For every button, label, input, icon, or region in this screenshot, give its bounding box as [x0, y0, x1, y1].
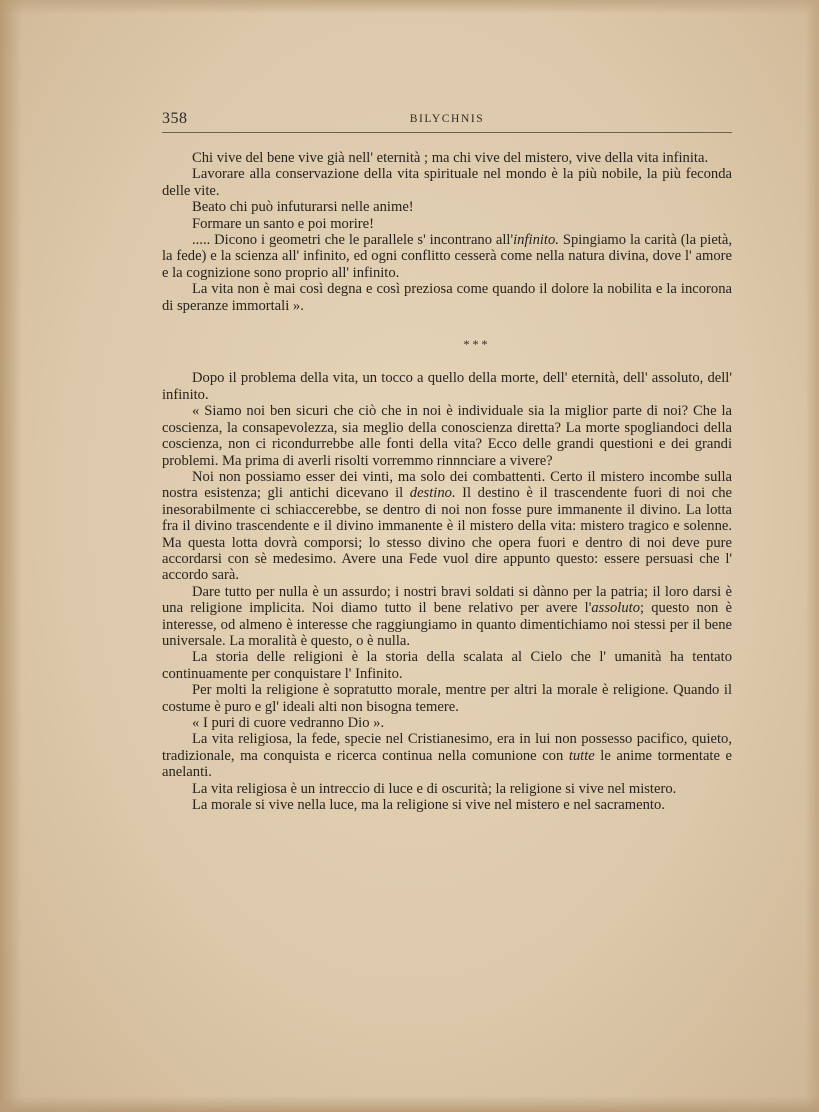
italic-word: destino.	[409, 485, 456, 502]
paragraph: La storia delle religioni è la storia della scalata al Cielo che l' umanità ha tentato continuamente per conquistare l' Infinito.	[162, 649, 732, 682]
section-separator: ***	[463, 337, 491, 352]
page-edge-left	[0, 0, 22, 1112]
page-edge-bottom	[0, 1096, 819, 1112]
paragraph: Per molti la religione è sopratutto morale, mentre per altri la morale è religione. Quando il costume è puro e gl' ideali alti non bisogna temere.	[162, 682, 732, 715]
paragraph: Beato chi può infuturarsi nelle anime!	[192, 199, 414, 216]
paragraph: Formare un santo e poi morire!	[192, 215, 374, 232]
paragraph: Chi vive del bene vive già nell' eternità ; ma chi vive del mistero, vive della vita infinita.	[192, 150, 709, 166]
italic-word: infinito.	[513, 232, 559, 249]
paragraph-religiosa	[162, 731, 732, 780]
page-number: 358	[162, 110, 188, 127]
body-text	[162, 150, 732, 813]
page-edge-top	[0, 0, 819, 14]
text-run: Il destino è il trascendente fuori di noi che inesorabilmente ci schiaccerebbe, se dentro di noi non fosse pure immanente il divino. La lotta fra il divino trascendente e il divino immanente è il mistero della vita: mistero tragico e solenne. Ma questa lotta dovrà comporsi; lo stesso divino che opera fuori e dentro di noi deve pure accordarsi con sè medesimo. Avere una Fede vuol dire appunto questo: essere persuasi che l' accordo sarà.	[162, 485, 733, 584]
paragraph-infinito	[162, 232, 732, 281]
text-run: ; questo non è interesse, od almeno è interesse che raggiungiamo in quanto dimentichiamo noi stessi per il bene universale. La moralità è questo, o è nulla.	[162, 600, 732, 649]
italic-word: assoluto	[591, 600, 641, 617]
paragraph: La morale si vive nella luce, ma la religione si vive nel mistero e nel sacramento.	[192, 797, 665, 814]
paragraph: « I puri di cuore vedranno Dio ».	[192, 715, 385, 731]
running-header	[162, 110, 732, 133]
paragraph: Dopo il problema della vita, un tocco a quello della morte, dell' eternità, dell' assoluto, dell' infinito.	[162, 370, 732, 403]
paragraph: « Siamo noi ben sicuri che ciò che in noi è individuale sia la miglior parte di noi? Che la coscienza, la consapevolezza, sia meglio della conoscienza diretta? La morte spogliandoci della coscienza, non ci ricondurrebbe alle fonti della vita? Ecco delle grandi questioni e dei grandi problemi. Ma prima di averli risolti vorremmo rinnnciare a vivere?	[162, 403, 732, 469]
page-edge-right	[805, 0, 819, 1112]
text-run: Spingiamo la carità (la pietà, la fede) e la scienza all' infinito, ed ogni conflitto cesserà come nella natura divina, dove l' amore e la cognizione sono proprio all' infinito.	[162, 232, 732, 281]
text-run: Noi non possiamo esser dei vinti, ma solo dei combattenti. Certo il mistero incombe sulla nostra esistenza; gli antichi dicevano il	[162, 468, 732, 502]
paragraph-dare	[162, 584, 732, 650]
paragraph: Lavorare alla conservazione della vita spirituale nel mondo è la più nobile, la più feconda delle vite.	[162, 166, 732, 199]
text-run: le anime tormentate e anelanti.	[162, 747, 732, 781]
text-run: Dare tutto per nulla è un assurdo; i nostri bravi soldati si dànno per la patria; il loro darsi è una religione implicita. Noi diamo tutto il bene relativo per avere l'	[162, 583, 732, 617]
text-run: La vita religiosa, la fede, specie nel Cristianesimo, era in lui non possesso pacifico, quieto, tradizionale, ma conquista e ricerca continua nella comunione con	[162, 731, 732, 764]
paragraph: La vita non è mai così degna e così preziosa come quando il dolore la nobilita e la incorona di speranze immortali ».	[162, 281, 732, 314]
text-run: ..... Dicono i geometri che le parallele s' incontrano all'	[192, 232, 514, 249]
paragraph: La vita religiosa è un intreccio di luce e di oscurità; la religione si vive nel mistero.	[192, 780, 677, 797]
running-title: BILYCHNIS	[409, 113, 485, 125]
paragraph-vinti	[162, 469, 732, 584]
italic-word: tutte	[568, 747, 595, 764]
